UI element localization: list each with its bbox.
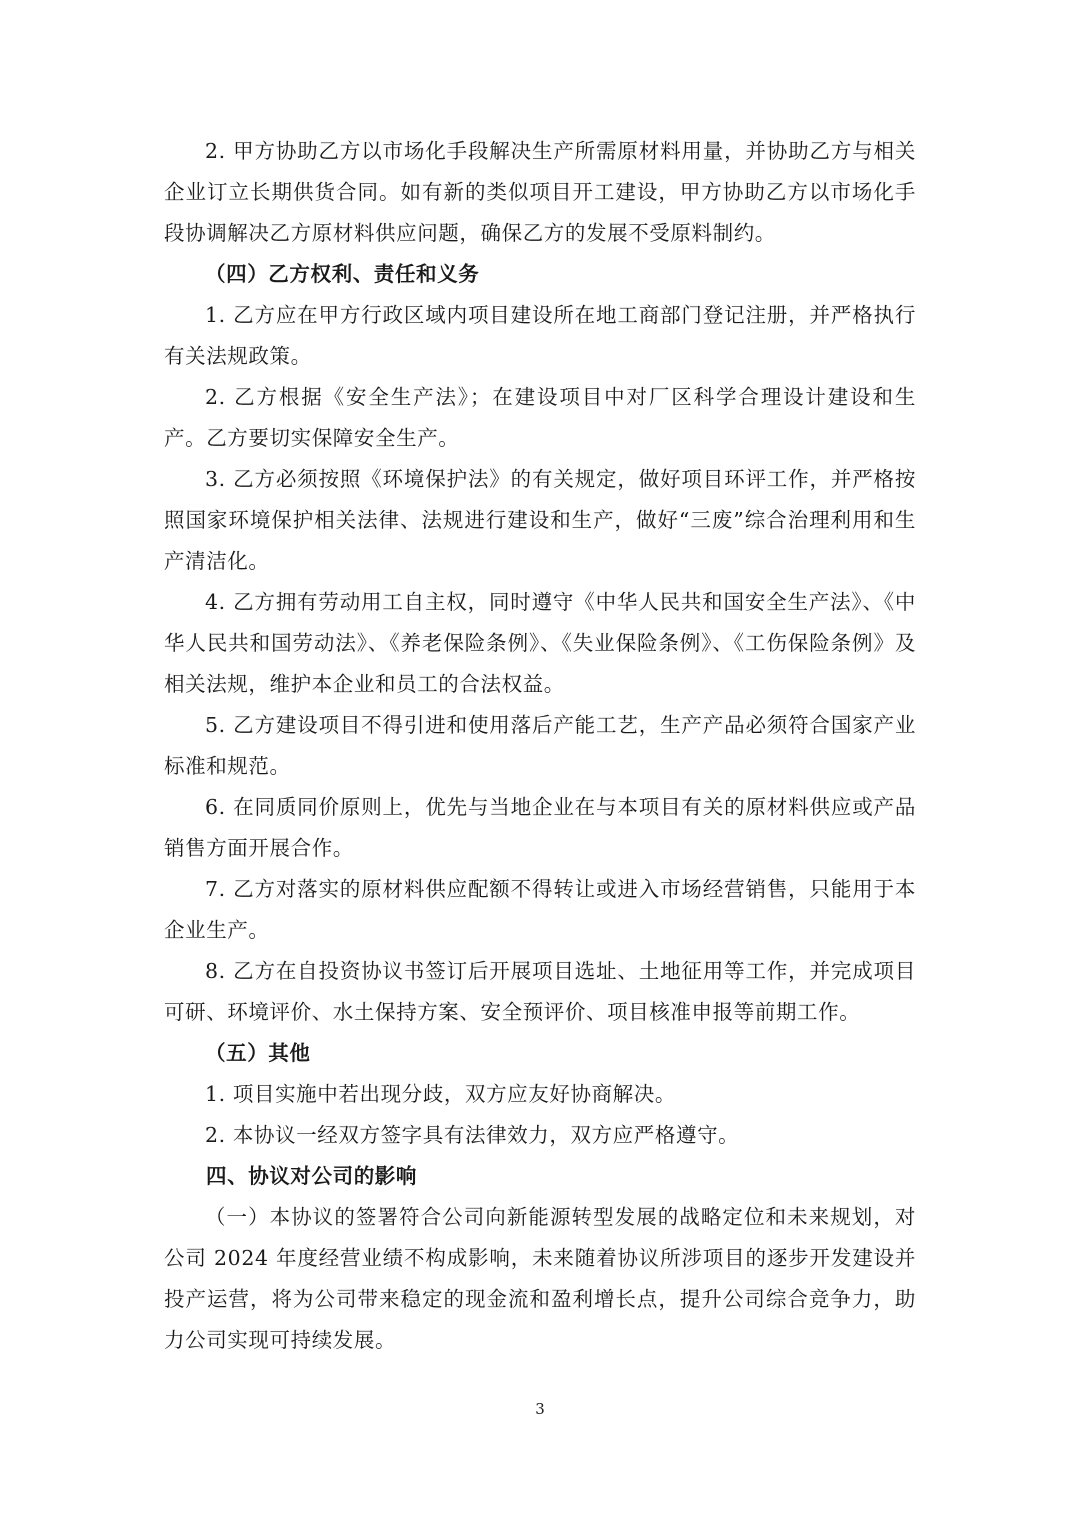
- section-heading-party-b-rights: （四）乙方权利、责任和义务: [205, 262, 480, 286]
- paragraph-supply-quota: 7. 乙方对落实的原材料供应配额不得转让或进入市场经营销售，只能用于本企业生产。: [164, 877, 916, 942]
- paragraph-preliminary-work: 8. 乙方在自投资协议书签订后开展项目选址、土地征用等工作，并完成项目可研、环境评价、水土保持方案、安全预评价、项目核准申报等前期工作。: [164, 959, 916, 1024]
- document-body: [164, 131, 916, 1361]
- paragraph-local-cooperation: 6. 在同质同价原则上，优先与当地企业在与本项目有关的原材料供应或产品销售方面开展合作。: [164, 795, 916, 860]
- paragraph-dispute-resolution: 1. 项目实施中若出现分歧，双方应友好协商解决。: [205, 1082, 676, 1106]
- paragraph-environmental-protection: 3. 乙方必须按照《环境保护法》的有关规定，做好项目环评工作，并严格按照国家环境保护相关法律、法规进行建设和生产，做好“三废”综合治理利用和生产清洁化。: [164, 467, 916, 573]
- page-number: 3: [535, 1400, 545, 1418]
- paragraph-legal-effect: 2. 本协议一经双方签字具有法律效力，双方应严格遵守。: [205, 1123, 740, 1147]
- paragraph-safety-production: 2. 乙方根据《安全生产法》；在建设项目中对厂区科学合理设计建设和生产。乙方要切实保障安全生产。: [164, 385, 916, 450]
- section-heading-other: （五）其他: [205, 1041, 311, 1065]
- paragraph-labor-rights: 4. 乙方拥有劳动用工自主权，同时遵守《中华人民共和国安全生产法》、《中华人民共和国劳动法》、《养老保险条例》、《失业保险条例》、《工伤保险条例》及相关法规，维护本企业和员工的合法权益。: [164, 590, 916, 696]
- paragraph-supply-assistance: 2. 甲方协助乙方以市场化手段解决生产所需原材料用量，并协助乙方与相关企业订立长期供货合同。如有新的类似项目开工建设，甲方协助乙方以市场化手段协调解决乙方原材料供应问题，确保乙方的发展不受原料制约。: [164, 139, 916, 245]
- paragraph-impact-on-company: （一）本协议的签署符合公司向新能源转型发展的战略定位和未来规划，对公司 2024 年度经营业绩不构成影响，未来随着协议所涉项目的逐步开发建设并投产运营，将为公司带来稳定的现金流和盈利增长点，提升公司综合竞争力，助力公司实现可持续发展。: [164, 1205, 916, 1352]
- paragraph-capacity-standards: 5. 乙方建设项目不得引进和使用落后产能工艺，生产产品必须符合国家产业标准和规范。: [164, 713, 916, 778]
- section-heading-impact: 四、协议对公司的影响: [206, 1164, 417, 1188]
- paragraph-registration: 1. 乙方应在甲方行政区域内项目建设所在地工商部门登记注册，并严格执行有关法规政策。: [164, 303, 916, 368]
